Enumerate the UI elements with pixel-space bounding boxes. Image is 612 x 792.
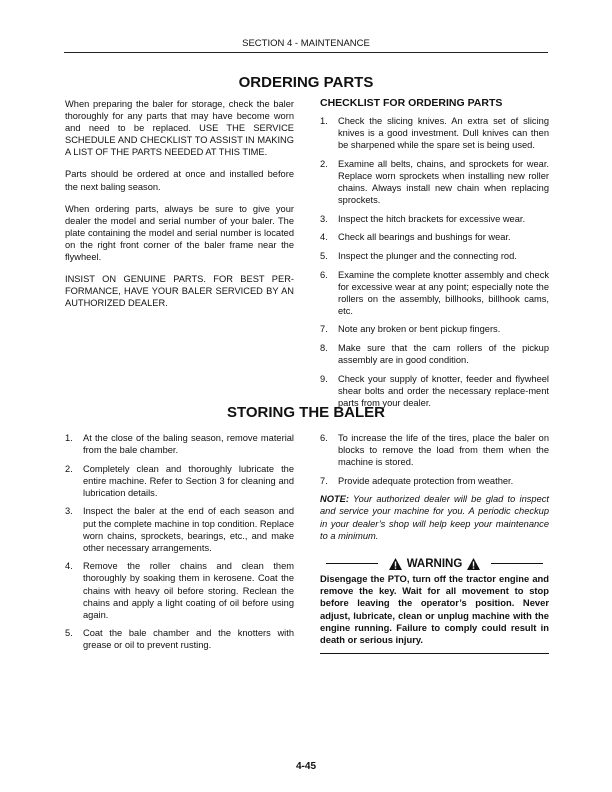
item-text: Inspect the hitch brackets for excessive wear. <box>338 213 526 224</box>
item-number: 6. <box>320 433 328 443</box>
storing-right-column <box>320 432 549 654</box>
item-text: Inspect the baler at the end of each season and put the complete machine in top condition. Replace worn chains, sprockets, bearings, etc., and make other necessary arrangements. <box>83 506 294 553</box>
warning-rule-left <box>326 563 378 564</box>
item-number: 1. <box>320 116 328 127</box>
list-item <box>320 432 549 468</box>
storing-left-column <box>65 432 294 658</box>
item-text: Check all bearings and bushings for wear. <box>338 232 511 243</box>
list-item <box>320 158 549 206</box>
item-number: 5. <box>320 250 328 261</box>
list-item <box>320 250 549 262</box>
paragraph: INSIST ON GENUINE PARTS. FOR BEST PER-FORMANCE, HAVE YOUR BALER SERVICED BY AN AUTHORIZED DEALER. <box>65 274 294 309</box>
header-rule <box>64 52 548 53</box>
item-text: Remove the roller chains and clean them thoroughly by soaking them in kerosene. Coat the chains with heavy oil before storing. Reclean the chains and apply a light coating of oil before using again. <box>83 561 294 620</box>
warning-label: WARNING <box>406 557 463 570</box>
section-header: SECTION 4 - MAINTENANCE <box>242 38 370 49</box>
checklist-title: CHECKLIST FOR ORDERING PARTS <box>320 97 503 109</box>
list-item <box>320 269 549 317</box>
list-item <box>65 505 294 553</box>
item-number: 7. <box>320 324 328 335</box>
ordering-intro-column <box>65 98 294 319</box>
list-item <box>320 231 549 243</box>
item-number: 1. <box>65 433 73 443</box>
note <box>320 493 549 541</box>
list-item <box>320 213 549 225</box>
list-item <box>320 115 549 151</box>
item-number: 2. <box>320 158 328 169</box>
item-text: Examine all belts, chains, and sprockets for wear. Replace worn sprockets when installing new roller chains. Always install new chain when replacing sprockets. <box>338 158 549 206</box>
list-item <box>65 463 294 499</box>
item-text: At the close of the baling season, remove material from the bale chamber. <box>83 433 294 456</box>
warning-header <box>320 558 549 570</box>
list-item <box>320 475 549 487</box>
list-item <box>65 627 294 651</box>
checklist-column <box>320 97 549 415</box>
list-item <box>320 342 549 366</box>
list-item <box>65 560 294 620</box>
item-number: 9. <box>320 373 328 384</box>
storing-list <box>65 432 294 652</box>
item-text: Provide adequate protection from weather. <box>338 475 514 486</box>
storing-baler-title: STORING THE BALER <box>226 404 386 421</box>
note-label: NOTE: <box>320 494 349 505</box>
item-number: 3. <box>320 213 328 224</box>
paragraph: When ordering parts, always be sure to give your dealer the model and serial number of your baler. The plate containing the model and serial number is located on the right front corner of the baler frame near the flywheel. <box>65 203 294 263</box>
item-text: Check your supply of knotter, feeder and flywheel shear bolts and order the necessary replace-ment parts from your dealer. <box>338 373 549 408</box>
list-item <box>320 323 549 335</box>
item-number: 4. <box>320 232 328 243</box>
paragraph: Parts should be ordered at once and installed before the next baling season. <box>65 169 294 192</box>
item-text: Note any broken or bent pickup fingers. <box>338 324 501 335</box>
item-text: Make sure that the cam rollers of the pickup assembly are in good condition. <box>338 343 549 366</box>
warning-triangle-icon <box>467 558 480 570</box>
item-number: 6. <box>320 269 328 280</box>
checklist <box>320 115 549 409</box>
paragraph: When preparing the baler for storage, check the baler thoroughly for any parts that may have become worn and need to be replaced. USE THE SERVICE SCHEDULE AND CHECKLIST TO ASSIST IN MAKING A LIST OF THE PARTS NEEDED AT THIS TIME. <box>65 99 294 158</box>
page-number: 4-45 <box>295 761 316 772</box>
warning-rule-right <box>491 563 543 564</box>
item-number: 2. <box>65 463 73 474</box>
item-number: 5. <box>65 628 73 639</box>
item-number: 4. <box>65 561 73 572</box>
item-text: Examine the complete knotter assembly and check for excessive wear at any point; especially note the rollers on the assembly, billhooks, billhook cams, etc. <box>338 269 549 316</box>
item-text: Inspect the plunger and the connecting rod. <box>338 250 517 261</box>
item-text: Completely clean and thoroughly lubricate the entire machine. Refer to Section 3 for cleaning and lubrication details. <box>83 463 294 498</box>
warning-triangle-icon <box>389 558 402 570</box>
item-number: 3. <box>65 506 73 517</box>
item-text: Check the slicing knives. An extra set of slicing knives is a good investment. Dull knives can then be sharpened while the spare set is being used. <box>338 116 549 151</box>
ordering-parts-title: ORDERING PARTS <box>238 74 374 91</box>
item-number: 8. <box>320 343 328 353</box>
item-text: Coat the bale chamber and the knotters with grease or oil to prevent rusting. <box>83 628 294 651</box>
storing-list-continued <box>320 432 549 487</box>
item-number: 7. <box>320 475 328 486</box>
note-text: Your authorized dealer will be glad to inspect and service your machine for you. A periodic checkup in your dealer’s shop will help keep your maintenance to a minimum. <box>320 494 549 541</box>
list-item <box>65 432 294 456</box>
warning-text: Disengage the PTO, turn off the tractor engine and remove the key. Wait for all movement to stop before leaving the operator’s position. Never adjust, lubricate, clean or unplug machine with the engine running. Failure to comply could result in death or serious injury. <box>320 573 549 654</box>
item-text: To increase the life of the tires, place the baler on blocks to remove the load from them when the machine is stored. <box>338 433 549 468</box>
